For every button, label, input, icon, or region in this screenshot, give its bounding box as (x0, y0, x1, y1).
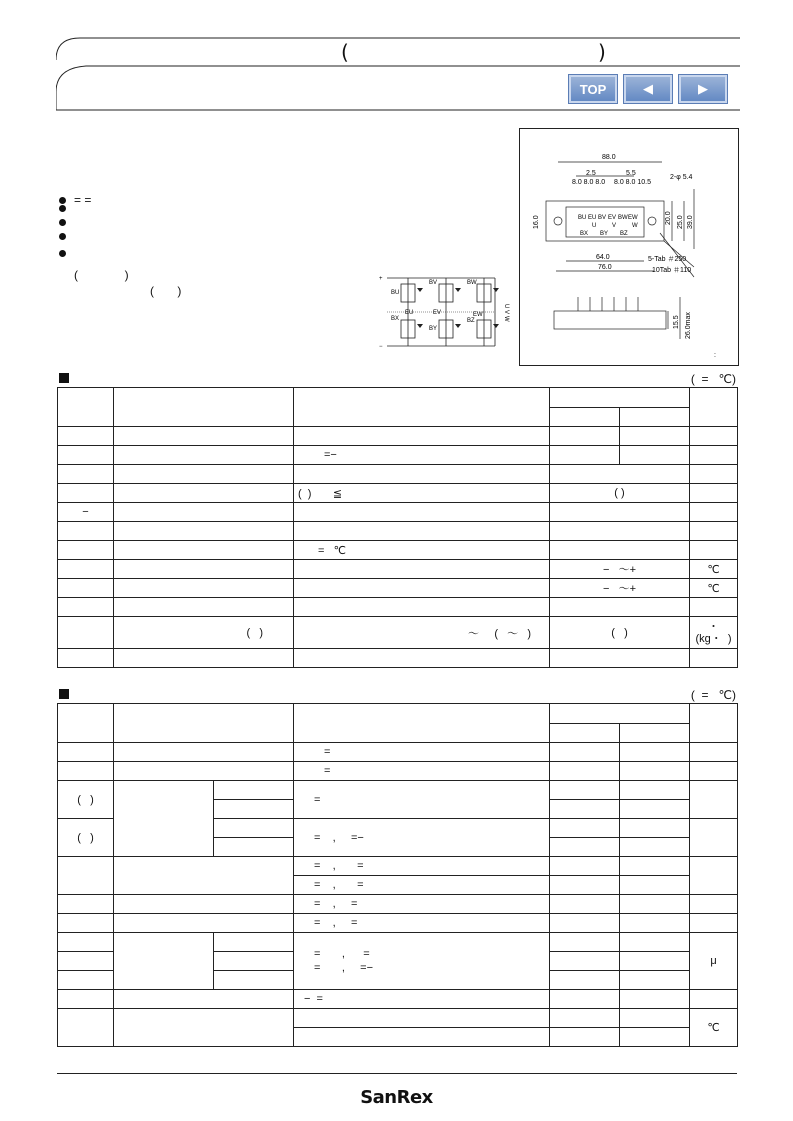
table-row: − (58, 503, 738, 522)
section1-marker (59, 373, 69, 383)
dim-w2: 25.0 (677, 215, 684, 229)
dim-overall: 88.0 (602, 154, 616, 161)
title-open-paren: ( (341, 40, 349, 64)
dim-unit: : (714, 352, 716, 359)
table-row: = , = (58, 914, 738, 933)
svg-text:U: U (592, 223, 597, 229)
svg-text:W: W (632, 223, 638, 229)
svg-text:BU: BU (578, 215, 587, 221)
table-row: ℃ (58, 1009, 738, 1028)
table-header (58, 704, 738, 724)
table-row: = , = = , =− μ (58, 933, 738, 952)
dim-base: 76.0 (598, 264, 612, 271)
bullet-icon (59, 219, 66, 226)
dim-w1: 20.0 (665, 211, 672, 225)
circuit-schematic (377, 272, 517, 358)
section2-marker (59, 689, 69, 699)
dim-pitch: 8.0 8.0 8.0 (572, 179, 606, 186)
svg-text:EW: EW (473, 312, 483, 318)
svg-text:EU: EU (405, 310, 414, 316)
application-line-1: ( ) (74, 268, 129, 282)
dim-side: 16.0 (533, 215, 540, 229)
svg-text:V: V (612, 223, 617, 229)
table-row (58, 465, 738, 484)
section2-condition: ( = ℃) (690, 688, 736, 702)
svg-text:V: V (503, 310, 509, 315)
dim-hole: 2-φ 5.4 (670, 174, 693, 181)
svg-text:EU: EU (588, 215, 597, 221)
footer-rule (57, 1073, 737, 1074)
svg-text:BX: BX (580, 231, 589, 237)
dim-a: 2.5 (586, 170, 596, 177)
brand-logo: SanRex (360, 1087, 433, 1108)
feature-item (59, 233, 74, 240)
table-row: = , = (58, 857, 738, 876)
table-row (58, 427, 738, 446)
dim-w3: 39.0 (687, 215, 694, 229)
package-outline (519, 128, 739, 366)
table-row: = (58, 762, 738, 781)
table-row: = , = (58, 895, 738, 914)
dim-h2: 26.0max (685, 312, 692, 339)
svg-text:BW: BW (467, 280, 477, 286)
feature-item (59, 205, 74, 212)
next-button[interactable]: ▶ (678, 74, 728, 104)
svg-text:BZ: BZ (620, 231, 628, 237)
table-row: − = (58, 990, 738, 1009)
table-row: ( ) ～ ( ～ ) ( ) ・ (kg・ ) (58, 617, 738, 649)
dim-inner: 64.0 (596, 254, 610, 261)
bullet-icon (59, 233, 66, 240)
svg-text:BY: BY (600, 231, 609, 237)
svg-text:EW: EW (628, 215, 638, 221)
section1-condition: ( = ℃) (690, 372, 736, 386)
svg-text:EV: EV (608, 215, 617, 221)
svg-text:BX: BX (391, 316, 400, 322)
table-row: = (58, 743, 738, 762)
bullet-icon (59, 250, 66, 257)
dim-tab2: 10Tab ＃110 (652, 267, 692, 274)
svg-text:BU: BU (391, 290, 400, 296)
svg-text:BZ: BZ (467, 318, 475, 324)
ratings-table (57, 387, 738, 668)
svg-text:BV: BV (429, 280, 438, 286)
application-line-2: ( ) (150, 284, 182, 298)
schematic-plus: + (379, 276, 383, 282)
table-row (58, 598, 738, 617)
svg-text:BW: BW (618, 215, 628, 221)
table-row: = ℃ (58, 541, 738, 560)
table-row: − ～+ ℃ (58, 560, 738, 579)
title-close-paren: ) (598, 40, 606, 64)
prev-button[interactable]: ◀ (623, 74, 673, 104)
svg-text:U: U (503, 304, 509, 309)
table-row: ( ) = , =− (58, 819, 738, 838)
table-row: ( ) ≦ ( ) (58, 484, 738, 503)
bullet-icon (59, 197, 66, 204)
top-button[interactable]: TOP (568, 74, 618, 104)
schematic-minus: − (379, 344, 383, 350)
bullet-icon (59, 205, 66, 212)
dim-b: 5.5 (626, 170, 636, 177)
svg-text:EV: EV (433, 310, 442, 316)
dim-pitch2: 8.0 8.0 10.5 (614, 179, 651, 186)
feature-item (59, 219, 74, 226)
svg-text:BV: BV (598, 215, 607, 221)
dim-tab1: 5-Tab ＃250 (648, 256, 687, 263)
feature-item: = = (59, 192, 91, 208)
table-row (58, 649, 738, 668)
feature-item (59, 250, 74, 257)
table-row: =− (58, 446, 738, 465)
table-header (58, 388, 738, 408)
characteristics-table (57, 703, 738, 1047)
dim-h1: 15.5 (673, 315, 680, 329)
table-row: − ～+ ℃ (58, 579, 738, 598)
table-row (58, 522, 738, 541)
table-row: = , = (58, 876, 738, 895)
table-row: ( ) = (58, 781, 738, 800)
svg-text:BY: BY (429, 326, 438, 332)
svg-text:W: W (503, 316, 509, 322)
